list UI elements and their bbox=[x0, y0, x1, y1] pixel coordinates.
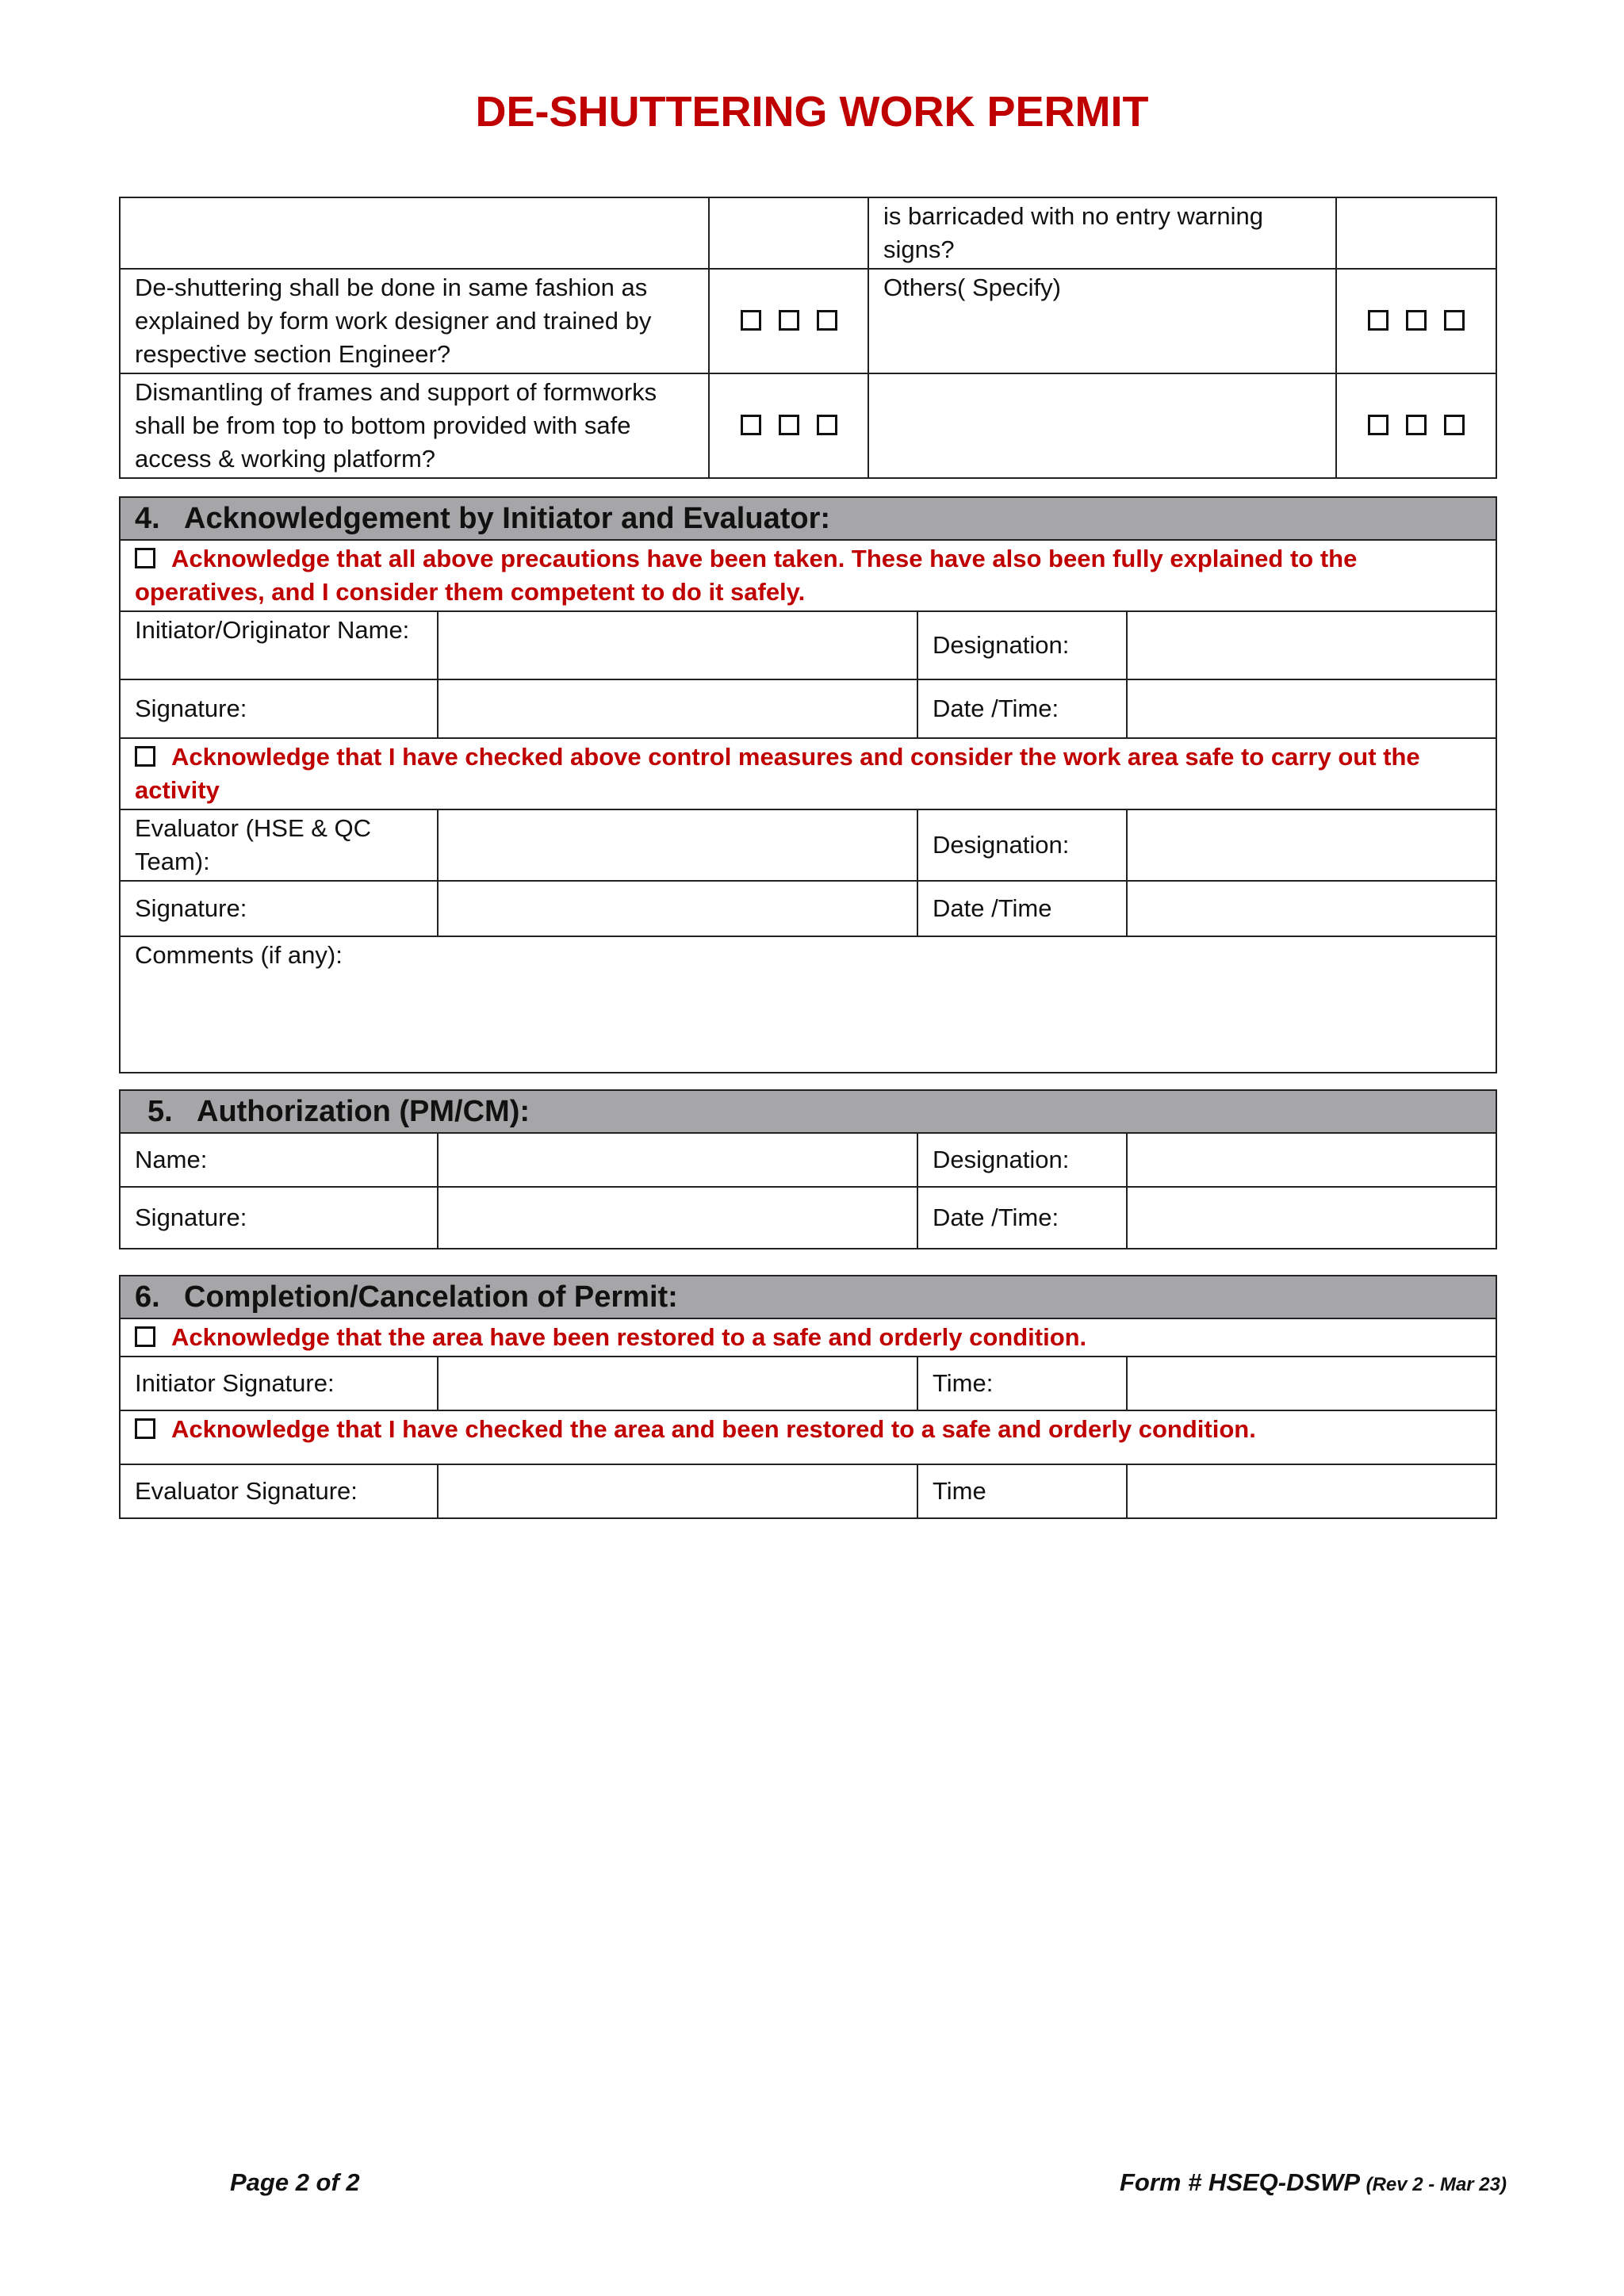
initiator-signature-field[interactable] bbox=[438, 1357, 917, 1410]
signature-label: Signature: bbox=[120, 679, 438, 738]
form-code: Form # HSEQ-DSWP bbox=[1119, 2168, 1359, 2196]
acknowledgement-initiator bbox=[120, 540, 1496, 611]
acknowledgement-text: Acknowledge that all above precautions have been taken. These have also been fully explained to the operatives, and I consider them competent to do it safely. bbox=[135, 545, 1358, 606]
page-title: DE-SHUTTERING WORK PERMIT bbox=[475, 88, 1149, 136]
checkbox-na[interactable] bbox=[1444, 415, 1465, 435]
checklist-item-text: is barricaded with no entry warning signs? bbox=[868, 197, 1336, 269]
signature-field[interactable] bbox=[438, 1187, 917, 1249]
page-number: Page 2 of 2 bbox=[230, 2168, 360, 2196]
checklist-options-cell bbox=[1336, 269, 1496, 373]
time-field[interactable] bbox=[1127, 1464, 1496, 1518]
section-6-table bbox=[119, 1275, 1497, 1519]
section-title: Authorization (PM/CM): bbox=[197, 1095, 530, 1128]
section-6-header bbox=[120, 1276, 1496, 1318]
section-number: 6. bbox=[135, 1280, 160, 1314]
datetime-field[interactable] bbox=[1127, 881, 1496, 936]
acknowledgement-evaluator bbox=[120, 738, 1496, 809]
checklist-row bbox=[120, 373, 1496, 478]
checkbox-no[interactable] bbox=[779, 310, 799, 331]
name-label: Name: bbox=[120, 1133, 438, 1187]
checkbox[interactable] bbox=[135, 1418, 155, 1439]
checkbox[interactable] bbox=[135, 548, 155, 568]
section-title: Acknowledgement by Initiator and Evaluator: bbox=[184, 502, 831, 535]
checkbox[interactable] bbox=[135, 1326, 155, 1347]
checkbox-no[interactable] bbox=[1406, 415, 1427, 435]
time-field[interactable] bbox=[1127, 1357, 1496, 1410]
comments-field[interactable] bbox=[120, 936, 1496, 1073]
checklist-options-cell bbox=[1336, 197, 1496, 269]
checklist-item-text: Dismantling of frames and support of formworks shall be from top to bottom provided with safe access & working platform? bbox=[120, 373, 709, 478]
time-label: Time: bbox=[917, 1357, 1127, 1410]
signature-label: Signature: bbox=[120, 1187, 438, 1249]
acknowledgement-initiator bbox=[120, 1318, 1496, 1357]
evaluator-field[interactable] bbox=[438, 809, 917, 881]
section-5-header bbox=[120, 1090, 1496, 1133]
checklist-row bbox=[120, 269, 1496, 373]
checkbox-na[interactable] bbox=[817, 310, 837, 331]
evaluator-signature-label: Evaluator Signature: bbox=[120, 1464, 438, 1518]
acknowledgement-text: Acknowledge that the area have been restored to a safe and orderly condition. bbox=[171, 1323, 1087, 1351]
datetime-field[interactable] bbox=[1127, 1187, 1496, 1249]
checkbox-no[interactable] bbox=[1406, 310, 1427, 331]
section-4-table bbox=[119, 496, 1497, 1073]
datetime-label: Date /Time: bbox=[917, 679, 1127, 738]
checkbox-yes[interactable] bbox=[1368, 310, 1388, 331]
checkbox-no[interactable] bbox=[779, 415, 799, 435]
checklist-item-text: Others( Specify) bbox=[868, 269, 1336, 373]
checkbox-na[interactable] bbox=[817, 415, 837, 435]
checklist-row bbox=[120, 197, 1496, 269]
designation-field[interactable] bbox=[1127, 809, 1496, 881]
checkbox-yes[interactable] bbox=[741, 415, 761, 435]
signature-field[interactable] bbox=[438, 679, 917, 738]
evaluator-label: Evaluator (HSE & QC Team): bbox=[120, 809, 438, 881]
comments-label: Comments (if any): bbox=[135, 941, 343, 969]
acknowledgement-text: Acknowledge that I have checked the area and been restored to a safe and orderly condition. bbox=[171, 1415, 1256, 1443]
acknowledgement-text: Acknowledge that I have checked above control measures and consider the work area safe to carry out the activity bbox=[135, 743, 1420, 804]
designation-field[interactable] bbox=[1127, 1133, 1496, 1187]
time-label: Time bbox=[917, 1464, 1127, 1518]
initiator-name-label: Initiator/Originator Name: bbox=[120, 611, 438, 679]
checkbox-yes[interactable] bbox=[1368, 415, 1388, 435]
checklist-item-text bbox=[120, 197, 709, 269]
signature-field[interactable] bbox=[438, 881, 917, 936]
checklist-options-cell bbox=[1336, 373, 1496, 478]
form-revision: (Rev 2 - Mar 23) bbox=[1365, 2174, 1507, 2195]
designation-label: Designation: bbox=[917, 1133, 1127, 1187]
section-title: Completion/Cancelation of Permit: bbox=[184, 1280, 678, 1314]
initiator-signature-label: Initiator Signature: bbox=[120, 1357, 438, 1410]
checklist-item-text bbox=[868, 373, 1336, 478]
section-4-header bbox=[120, 497, 1496, 540]
datetime-label: Date /Time bbox=[917, 881, 1127, 936]
checklist-options-cell bbox=[709, 373, 868, 478]
form-number bbox=[1120, 2168, 1507, 2197]
evaluator-signature-field[interactable] bbox=[438, 1464, 917, 1518]
checklist-item-text: De-shuttering shall be done in same fashion as explained by form work designer and trained by respective section Engineer? bbox=[120, 269, 709, 373]
datetime-field[interactable] bbox=[1127, 679, 1496, 738]
name-field[interactable] bbox=[438, 1133, 917, 1187]
checkbox[interactable] bbox=[135, 746, 155, 767]
designation-field[interactable] bbox=[1127, 611, 1496, 679]
acknowledgement-evaluator bbox=[120, 1410, 1496, 1464]
datetime-label: Date /Time: bbox=[917, 1187, 1127, 1249]
checkbox-na[interactable] bbox=[1444, 310, 1465, 331]
section-number: 5. bbox=[147, 1095, 173, 1128]
checkbox-yes[interactable] bbox=[741, 310, 761, 331]
section-5-table bbox=[119, 1089, 1497, 1249]
checklist-options-cell bbox=[709, 197, 868, 269]
signature-label: Signature: bbox=[120, 881, 438, 936]
initiator-name-field[interactable] bbox=[438, 611, 917, 679]
checklist-options-cell bbox=[709, 269, 868, 373]
designation-label: Designation: bbox=[917, 809, 1127, 881]
designation-label: Designation: bbox=[917, 611, 1127, 679]
checklist-table bbox=[119, 197, 1497, 479]
section-number: 4. bbox=[135, 502, 160, 535]
